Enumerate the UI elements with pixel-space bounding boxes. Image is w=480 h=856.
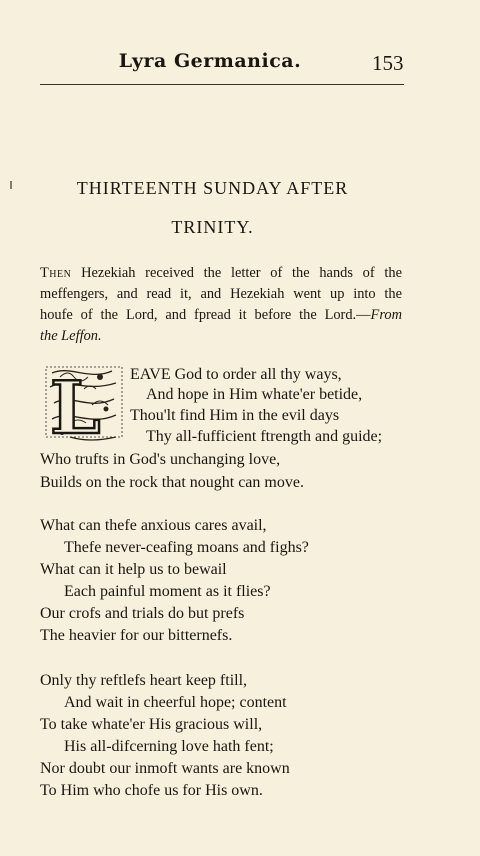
- epigraph-line-2: meffengers, and read it, and Hezekiah went up into the: [40, 286, 402, 302]
- ornamental-drop-cap-l: [40, 363, 128, 445]
- drop-cap-letter: L: [50, 365, 101, 445]
- verse-line: Thou'lt find Him in the evil days: [130, 407, 340, 424]
- epigraph-lead-word: Then: [40, 265, 72, 281]
- header-rule: [40, 84, 404, 85]
- epigraph-line-1-text: Hezekiah received the letter of the hands of the: [71, 265, 402, 281]
- verse-line: Who trufts in God's unchanging love,: [40, 451, 281, 468]
- epigraph-source: From: [370, 307, 402, 323]
- epigraph: [40, 263, 402, 347]
- running-title: Lyra Germanica.: [118, 50, 302, 72]
- verse-line: Nor doubt our inmoft wants are known: [40, 760, 290, 777]
- verse-line: Builds on the rock that nought can move.: [40, 474, 304, 491]
- verse-line: And hope in Him whate'er betide,: [146, 386, 363, 403]
- verse-line: Thefe never-ceafing moans and fighs?: [64, 539, 309, 556]
- verse-line: Only thy reftlefs heart keep ftill,: [40, 672, 248, 689]
- running-head: [0, 50, 480, 76]
- chapter-title-line-2: TRINITY.: [171, 217, 254, 237]
- chapter-title-line-1: THIRTEENTH SUNDAY AFTER: [76, 178, 349, 198]
- verse-line: His all-difcerning love hath fent;: [64, 738, 274, 755]
- verse-line: Our crofs and trials do but prefs: [40, 605, 245, 622]
- verse-line: And wait in cheerful hope; content: [64, 694, 287, 711]
- verse-line: EAVE God to order all thy ways,: [130, 366, 342, 383]
- verse-line: Thy all-fufficient ftrength and guide;: [146, 428, 383, 445]
- verse-line: To take whate'er His gracious will,: [40, 716, 263, 733]
- epigraph-line-3-text: houfe of the Lord, and fpread it before the Lord.—: [40, 307, 371, 323]
- verse-line: Each painful moment as it flies?: [64, 583, 271, 600]
- epigraph-source-line: the Leffon.: [40, 328, 102, 344]
- verse-line: To Him who chofe us for His own.: [40, 782, 263, 799]
- verse-line: What can it help us to bewail: [40, 561, 227, 578]
- verse-line: What can thefe anxious cares avail,: [40, 517, 267, 534]
- page-number: 153: [372, 51, 404, 75]
- epigraph-line-3: [40, 305, 402, 326]
- verse-line: The heavier for our bitternefs.: [40, 627, 233, 644]
- epigraph-line-1: [40, 263, 402, 284]
